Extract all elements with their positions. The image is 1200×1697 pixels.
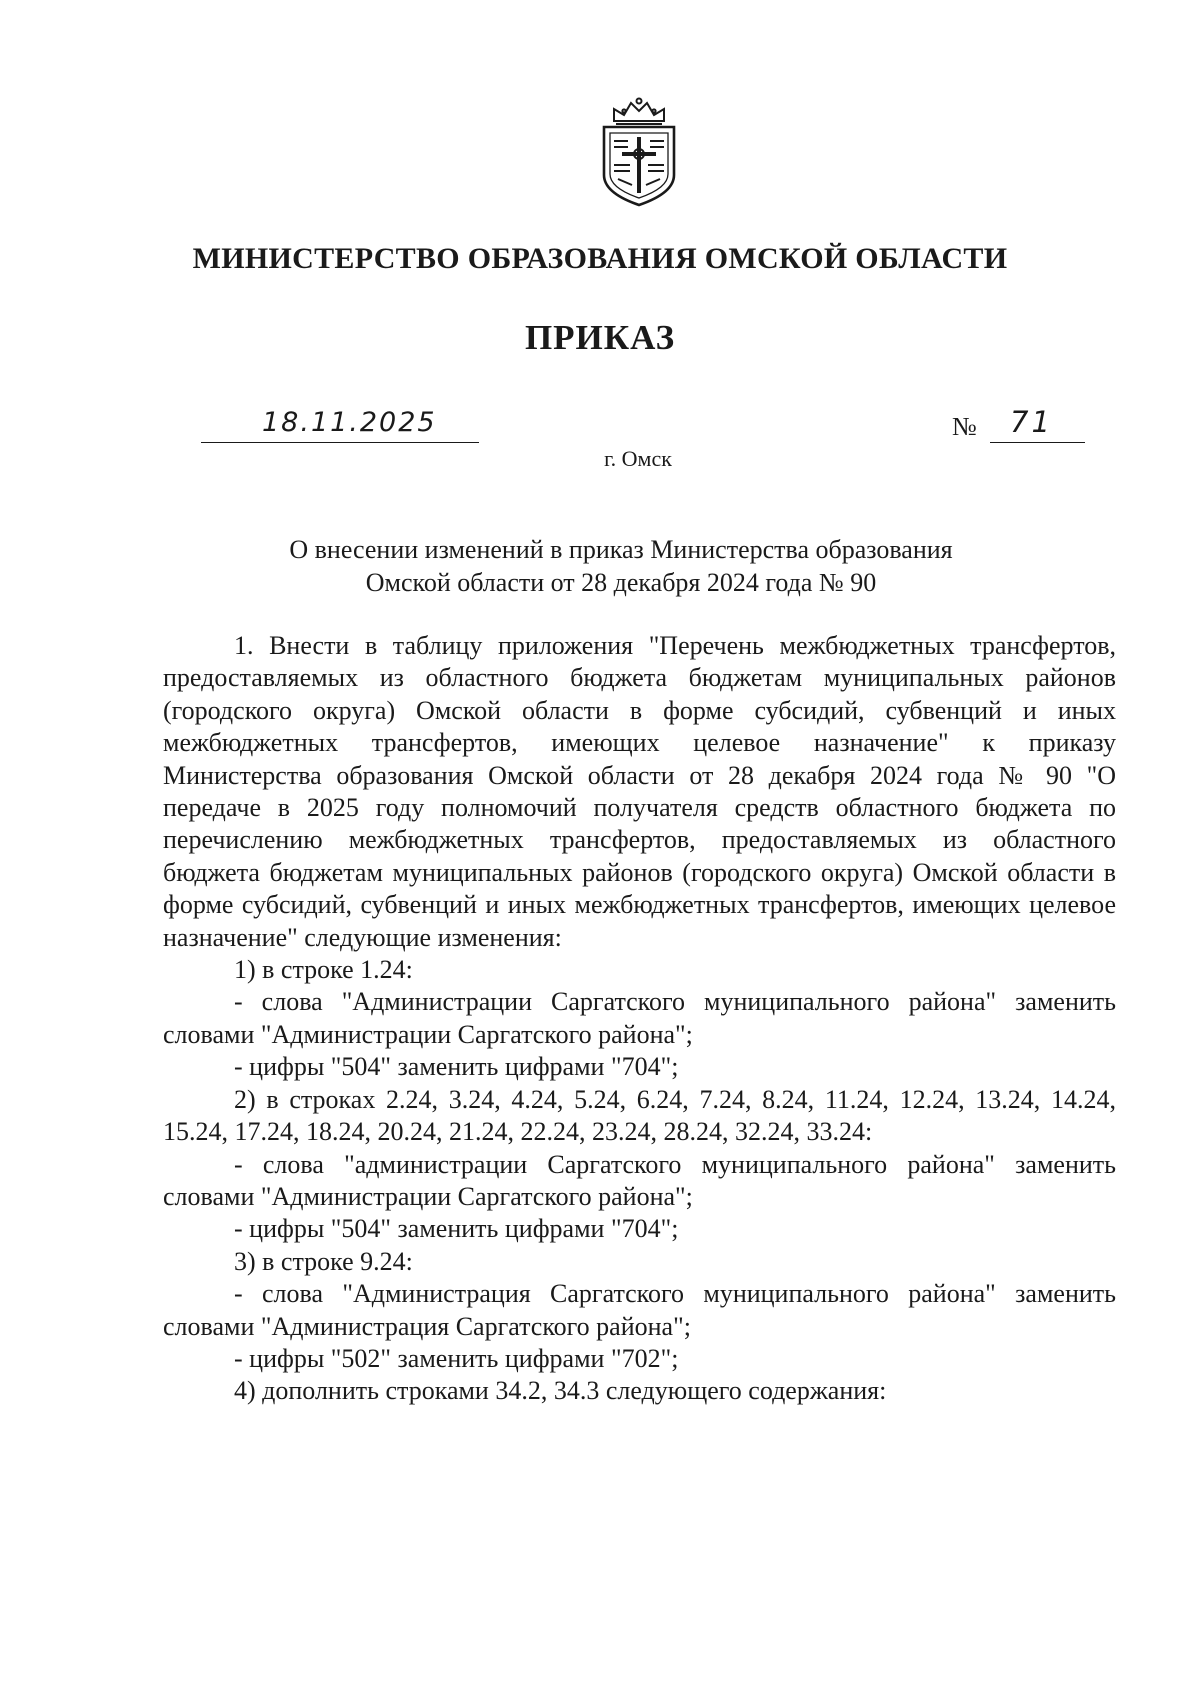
paragraph-2: 1) в строке 1.24:	[234, 955, 413, 985]
document-subject	[0, 533, 1200, 599]
date-underline	[201, 442, 479, 443]
paragraph-11: 4) дополнить строками 34.2, 34.3 следующего содержания:	[234, 1376, 887, 1406]
city-label: г. Омск	[604, 446, 672, 471]
subject-line-2: Омской области от 28 декабря 2024 года № 90	[365, 568, 877, 597]
paragraph-3: - слова "Администрации Саргатского муниципального района" заменить словами "Администрации Саргатского района";	[163, 987, 1116, 1049]
paragraph-8: 3) в строке 9.24:	[234, 1246, 413, 1276]
document-type: ПРИКАЗ	[524, 318, 676, 357]
paragraph-9: - слова "Администрация Саргатского муниципального района" заменить словами "Администрация Саргатского района";	[163, 1279, 1116, 1341]
paragraph-6: - слова "администрации Саргатского муниципального района" заменить словами "Администрации Саргатского района";	[163, 1149, 1116, 1211]
number-label: №	[952, 412, 977, 441]
paragraph-4: - цифры "504" заменить цифрами "704";	[234, 1052, 679, 1082]
subject-line-1: О внесении изменений в приказ Министерства образования	[289, 535, 953, 564]
document-body	[163, 630, 1116, 1408]
omsk-coat-of-arms-icon	[598, 97, 680, 209]
paragraph-10: - цифры "502" заменить цифрами "702";	[234, 1343, 679, 1373]
ministry-title: МИНИСТЕРСТВО ОБРАЗОВАНИЯ ОМСКОЙ ОБЛАСТИ	[192, 242, 1008, 275]
document-number: 71	[1010, 405, 1053, 439]
paragraph-7: - цифры "504" заменить цифрами "704";	[234, 1214, 679, 1244]
document-date: 18.11.2025	[262, 407, 437, 438]
paragraph-1: 1. Внести в таблицу приложения "Перечень межбюджетных трансфертов, предоставляемых из областного бюджета бюджетам муниципальных районов (городского округа) Омской области в форме субсидий, субвенций и иных межбюджетных трансфертов, имеющих целевое назначение" к приказу Министерства образования Омской области от 28 декабря 2024 года № 90 "О передаче в 2025 году полномочий получателя средств областного бюджета по перечислению межбюджетных трансфертов, предоставляемых из областного бюджета бюджетам муниципальных районов (городского округа) Омской области в форме субсидий, субвенций и иных межбюджетных трансфертов, имеющих целевое назначение" следующие изменения:	[163, 631, 1116, 952]
paragraph-5: 2) в строках 2.24, 3.24, 4.24, 5.24, 6.24, 7.24, 8.24, 11.24, 12.24, 13.24, 14.24, 15.24, 17.24, 18.24, 20.24, 21.24, 22.24, 23.24, 28.24, 32.24, 33.24:	[163, 1084, 1116, 1147]
number-underline	[990, 442, 1085, 443]
